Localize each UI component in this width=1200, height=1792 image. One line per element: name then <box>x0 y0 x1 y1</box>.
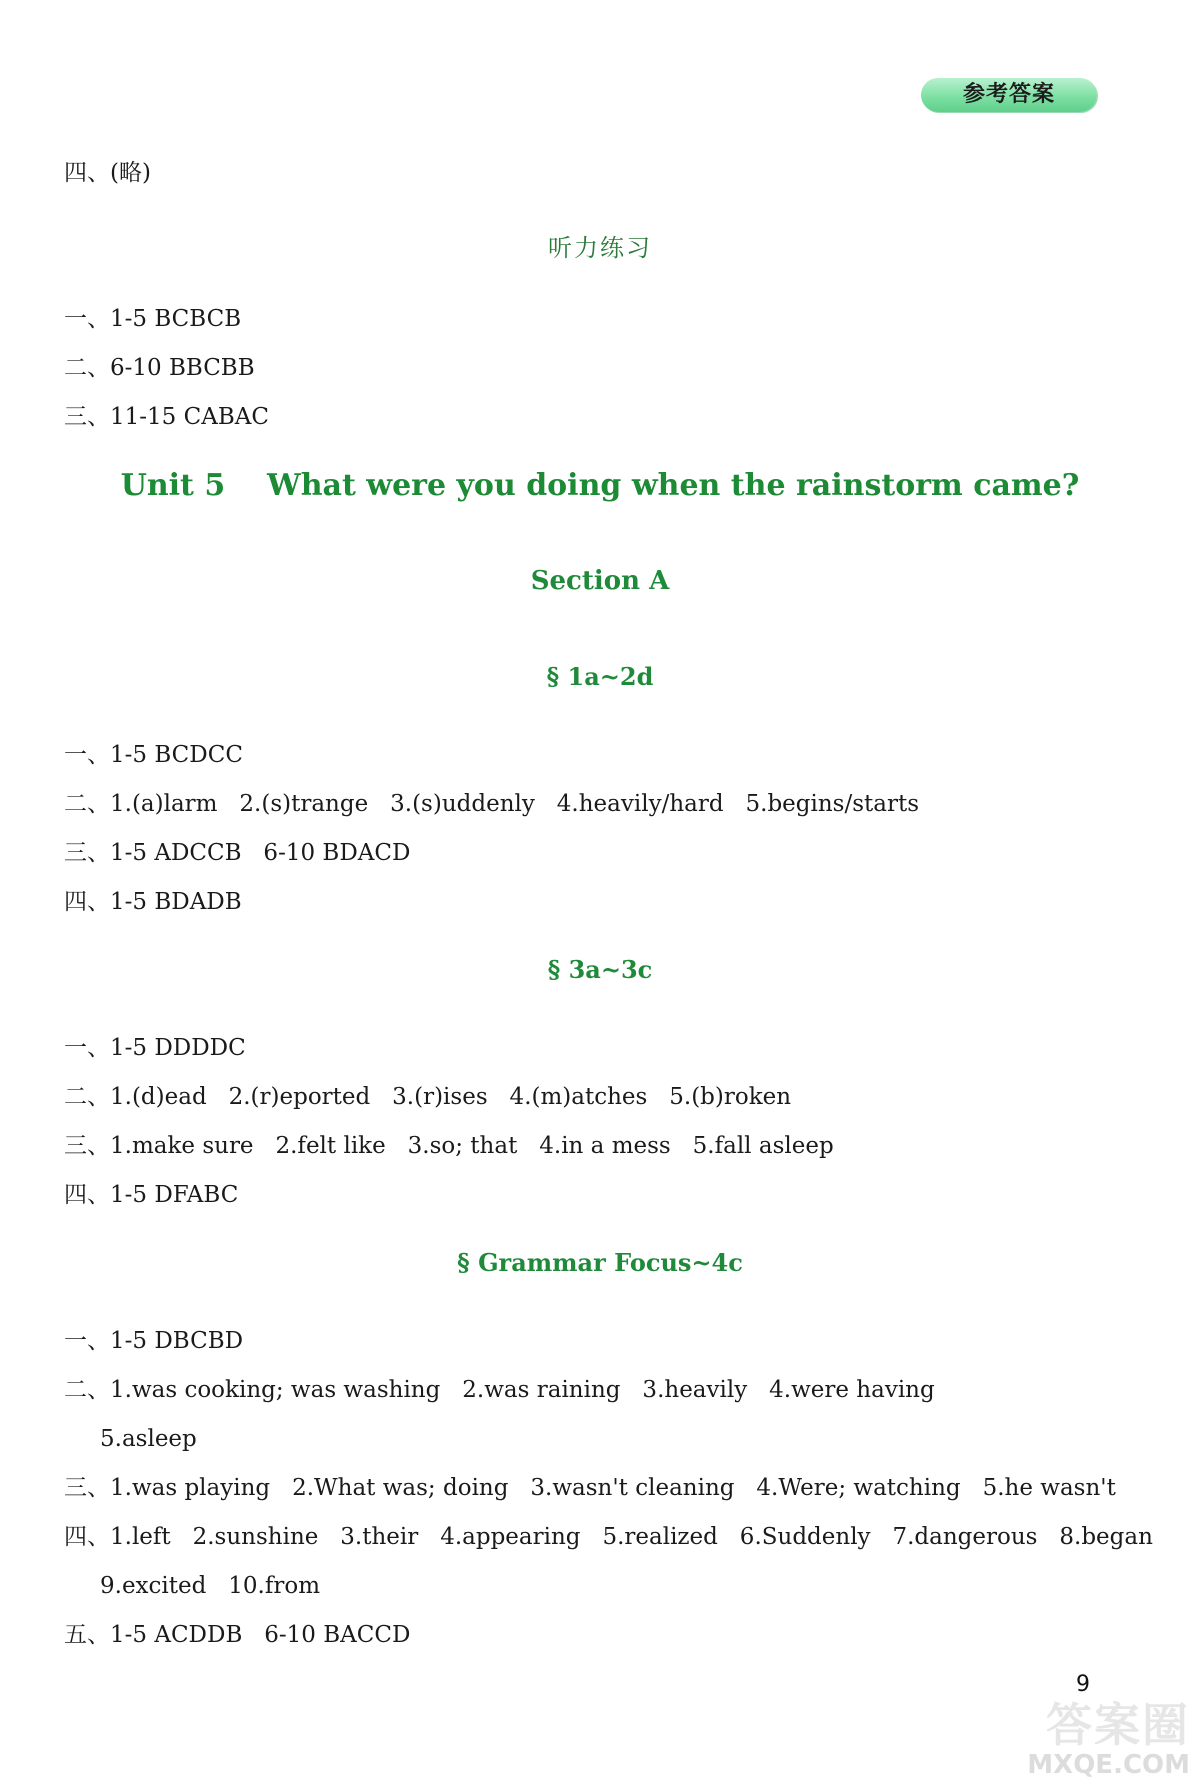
subsection-heading: § Grammar Focus~4c <box>457 1248 743 1277</box>
watermark-logo-text: 答案圈 <box>1046 1698 1190 1752</box>
answer-line: 一、1-5 DDDDC <box>64 1035 246 1061</box>
answer-line: 四、1-5 BDADB <box>64 889 242 915</box>
watermark-domain: MXQE.COM <box>1027 1750 1190 1780</box>
answer-line: 一、1-5 DBCBD <box>64 1328 244 1354</box>
subsection-heading: § 1a~2d <box>546 662 654 691</box>
answer-line: 三、1.make sure 2.felt like 3.so; that 4.in a mess 5.fall asleep <box>64 1133 834 1159</box>
answer-line: 9.excited 10.from <box>100 1573 321 1599</box>
answer-line: 三、1-5 ADCCB 6-10 BDACD <box>64 840 411 866</box>
answer-line: 五、1-5 ACDDB 6-10 BACCD <box>64 1622 411 1648</box>
answer-line: 三、11-15 CABAC <box>64 404 269 430</box>
section-a-heading: Section A <box>530 566 670 596</box>
answer-line: 二、6-10 BBCBB <box>64 355 255 381</box>
answer-key-badge: 参考答案 <box>921 78 1097 112</box>
answer-line: 二、1.(a)larm 2.(s)trange 3.(s)uddenly 4.heavily/hard 5.begins/starts <box>64 791 920 817</box>
listening-practice-heading: 听力练习 <box>548 234 652 262</box>
answer-line: 5.asleep <box>100 1426 197 1452</box>
answer-line: 一、1-5 BCDCC <box>64 742 243 768</box>
answer-line: 四、(略) <box>64 160 151 186</box>
site-watermark <box>1020 1700 1190 1788</box>
answer-line: 四、1-5 DFABC <box>64 1182 239 1208</box>
answer-line: 四、1.left 2.sunshine 3.their 4.appearing 5.realized 6.Suddenly 7.dangerous 8.began <box>64 1524 1153 1550</box>
answer-line: 三、1.was playing 2.What was; doing 3.wasn't cleaning 4.Were; watching 5.he wasn't <box>64 1475 1116 1501</box>
answer-line: 二、1.(d)ead 2.(r)eported 3.(r)ises 4.(m)atches 5.(b)roken <box>64 1084 792 1110</box>
unit-title: Unit 5 What were you doing when the rainstorm came? <box>120 468 1080 503</box>
page-number: 9 <box>1076 1672 1090 1697</box>
answer-line: 二、1.was cooking; was washing 2.was raining 3.heavily 4.were having <box>64 1377 935 1403</box>
answer-line: 一、1-5 BCBCB <box>64 306 242 332</box>
subsection-heading: § 3a~3c <box>547 955 653 984</box>
